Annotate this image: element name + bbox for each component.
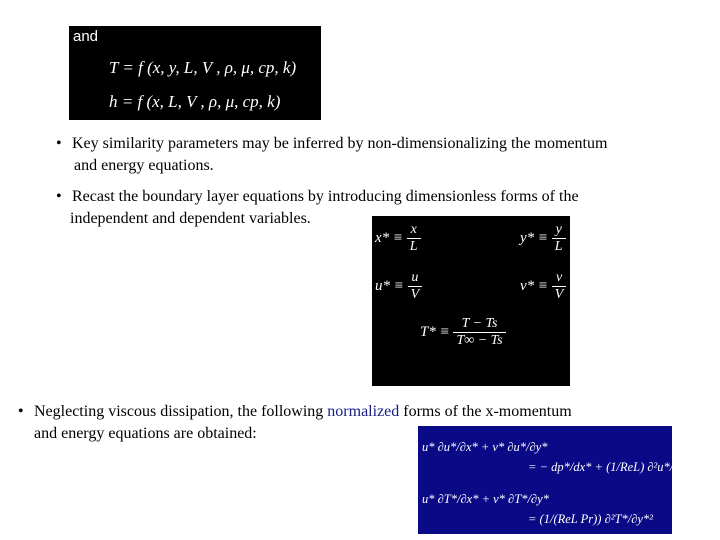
bullet-dot: • [56,135,62,152]
v-star-definition: v* ≡ $\frac{v}{V}$ [520,270,566,303]
temperature-equation: T = f (x, y, L, V , ρ, μ, cp, k) [109,58,297,77]
bullet-line: and energy equations. [74,157,214,174]
t-star-definition: T* ≡ $\frac{T - Ts}{T\infty - Ts}$ [420,316,506,349]
bullet-similarity-parameters [56,133,692,177]
bullet-dot: • [56,188,62,205]
normalized-highlight: normalized [327,403,400,420]
bullet-line: independent and dependent variables. [70,210,311,227]
bullet-line: Neglecting viscous dissipation, the following normalized forms of the x-momentum [34,403,572,420]
bullet-line: and energy equations are obtained: [34,425,257,442]
x-momentum-equation-rhs: = − dp*/dx* + (1/ReL) ∂²u*/∂y*² [528,460,696,474]
dimensionless-variables-box [372,216,570,386]
x-momentum-equation: u* ∂u*/∂x* + v* ∂u*/∂y* [422,440,548,454]
bullet-line: Key similarity parameters may be inferred by non-dimensionalizing the momentum [72,135,608,152]
normalized-equations-box [418,426,696,534]
and-label: and [73,28,99,45]
energy-equation: u* ∂T*/∂x* + v* ∂T*/∂y* [422,492,549,506]
heat-transfer-coefficient-equation: h = f (x, L, V , ρ, μ, cp, k) [109,92,281,111]
u-star-definition: u* ≡ $\frac{u}{V}$ [375,270,422,303]
functional-dependence-box [69,26,321,120]
y-star-definition: y* ≡ $\frac{y}{L}$ [520,222,566,255]
bullet-line: Recast the boundary layer equations by introducing dimensionless forms of the [72,188,579,205]
x-star-definition: x* ≡ $\frac{x}{L}$ [375,222,421,255]
bullet-dot: • [18,403,24,420]
energy-equation-rhs: = (1/(ReL Pr)) ∂²T*/∂y*² [528,512,653,526]
